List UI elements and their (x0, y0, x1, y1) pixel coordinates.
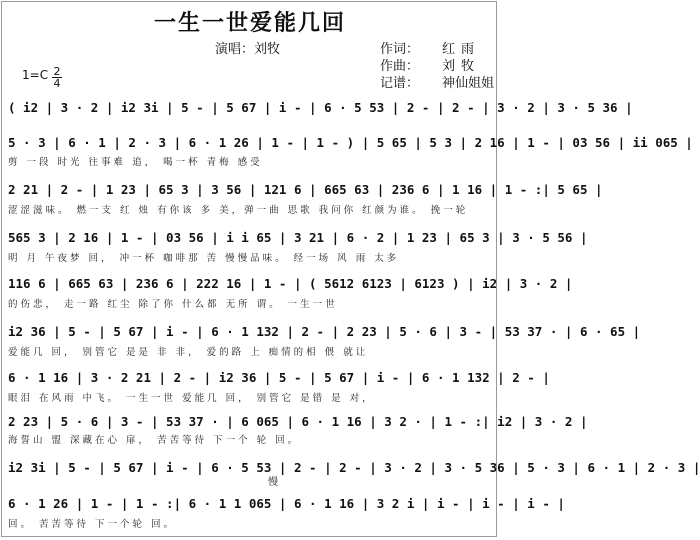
notes-line-8: 2 23 | 5 · 6 | 3 - | 53 37 · | 6 065 | 6 · 1 16 | 3 2 · | 1 - :| i2 | 3 · 2 | (8, 414, 588, 429)
lyrics-line-3: 涩涩滋味。 燃一支 红 烛 有你该 多 美，弹一曲 思歌 我问你 红颜为谁。 挽一轮 (8, 205, 469, 216)
lyricist-value: 红雨 (442, 42, 481, 57)
notes-line-9: i2 3i | 5 - | 5 67 | i - | 6 · 5 53 | 2 - | 2 - | 3 · 2 | 3 · 5 36 | 5 · 3 | 6 · 1 | 2 · 3 | (8, 460, 700, 475)
notes-line-1: ( i2 | 3 · 2 | i2 3i | 5 - | 5 67 | i - | 6 · 5 53 | 2 - | 2 - | 3 · 2 | 3 · 5 36 | (8, 100, 633, 115)
lyrics-line-7: 眼泪 在风雨 中飞。 一生一世 爱能几 回， 别管它 是错 是 对， (8, 393, 375, 404)
time-signature (52, 66, 62, 89)
time-bottom: 4 (53, 77, 61, 90)
tempo-mark: 慢 (268, 477, 278, 488)
lyrics-line-6: 爱能几 回， 别管它 是是 非 非， 爱的路 上 痴情的相 偎 就让 (8, 347, 369, 358)
notes-line-10: 6 · 1 26 | 1 - | 1 - :| 6 · 1 1 065 | 6 · 1 16 | 3 2 i | i - | i - | i - | (8, 496, 565, 511)
lyricist-key: 作词： (380, 42, 420, 57)
notes-line-6: i2 36 | 5 - | 5 67 | i - | 6 · 1 132 | 2 - | 2 23 | 5 · 6 | 3 - | 53 37 · | 6 · 65 | (8, 324, 641, 339)
song-title: 一生一世爱能几回 (153, 11, 346, 36)
lyrics-line-5: 的伤悲， 走一路 红尘 除了你 什么都 无所 谓。 一生一世 (8, 299, 338, 310)
lyrics-line-2: 剪 一段 时光 往事难 追， 喝一杯 青梅 感受 (8, 157, 263, 168)
composer-key: 作曲： (380, 59, 420, 74)
lyrics-line-8: 海誓山 盟 深藏在心 扉， 苦苦等待 下一个 轮 回。 (8, 435, 301, 446)
lyrics-line-10: 回。 苦苦等待 下一个轮 回。 (8, 519, 177, 530)
notes-line-5: 116 6 | 665 63 | 236 6 | 222 16 | 1 - | ( 5612 6123 | 6123 ) | i2 | 3 · 2 | (8, 276, 573, 291)
notes-line-4: 565 3 | 2 16 | 1 - | 03 56 | i i 65 | 3 21 | 6 · 2 | 1 23 | 65 3 | 3 · 5 56 | (8, 230, 588, 245)
transcriber-credit (380, 72, 494, 91)
key-signature: 1=C (22, 68, 49, 82)
notes-line-3: 2 21 | 2 - | 1 23 | 65 3 | 3 56 | 121 6 | 665 63 | 236 6 | 1 16 | 1 - :| 5 65 | (8, 182, 603, 197)
notes-line-7: 6 · 1 16 | 3 · 2 21 | 2 - | i2 36 | 5 - | 5 67 | i - | 6 · 1 132 | 2 - | (8, 370, 550, 385)
singer-credit: 演唱：刘牧 (215, 42, 281, 57)
composer-value: 刘牧 (442, 59, 481, 74)
lyrics-line-4: 明 月 午夜梦 回， 冲一杯 咖啡那 苦 慢慢品味。 经一场 风 雨 太多 (8, 253, 400, 264)
transcriber-key: 记谱： (380, 76, 420, 91)
time-top: 2 (53, 65, 61, 78)
transcriber-value: 神仙姐姐 (442, 76, 495, 91)
notes-line-2: 5 · 3 | 6 · 1 | 2 · 3 | 6 · 1 26 | 1 - | 1 - ) | 5 65 | 5 3 | 2 16 | 1 - | 03 56 | ii 065 | (8, 135, 693, 150)
